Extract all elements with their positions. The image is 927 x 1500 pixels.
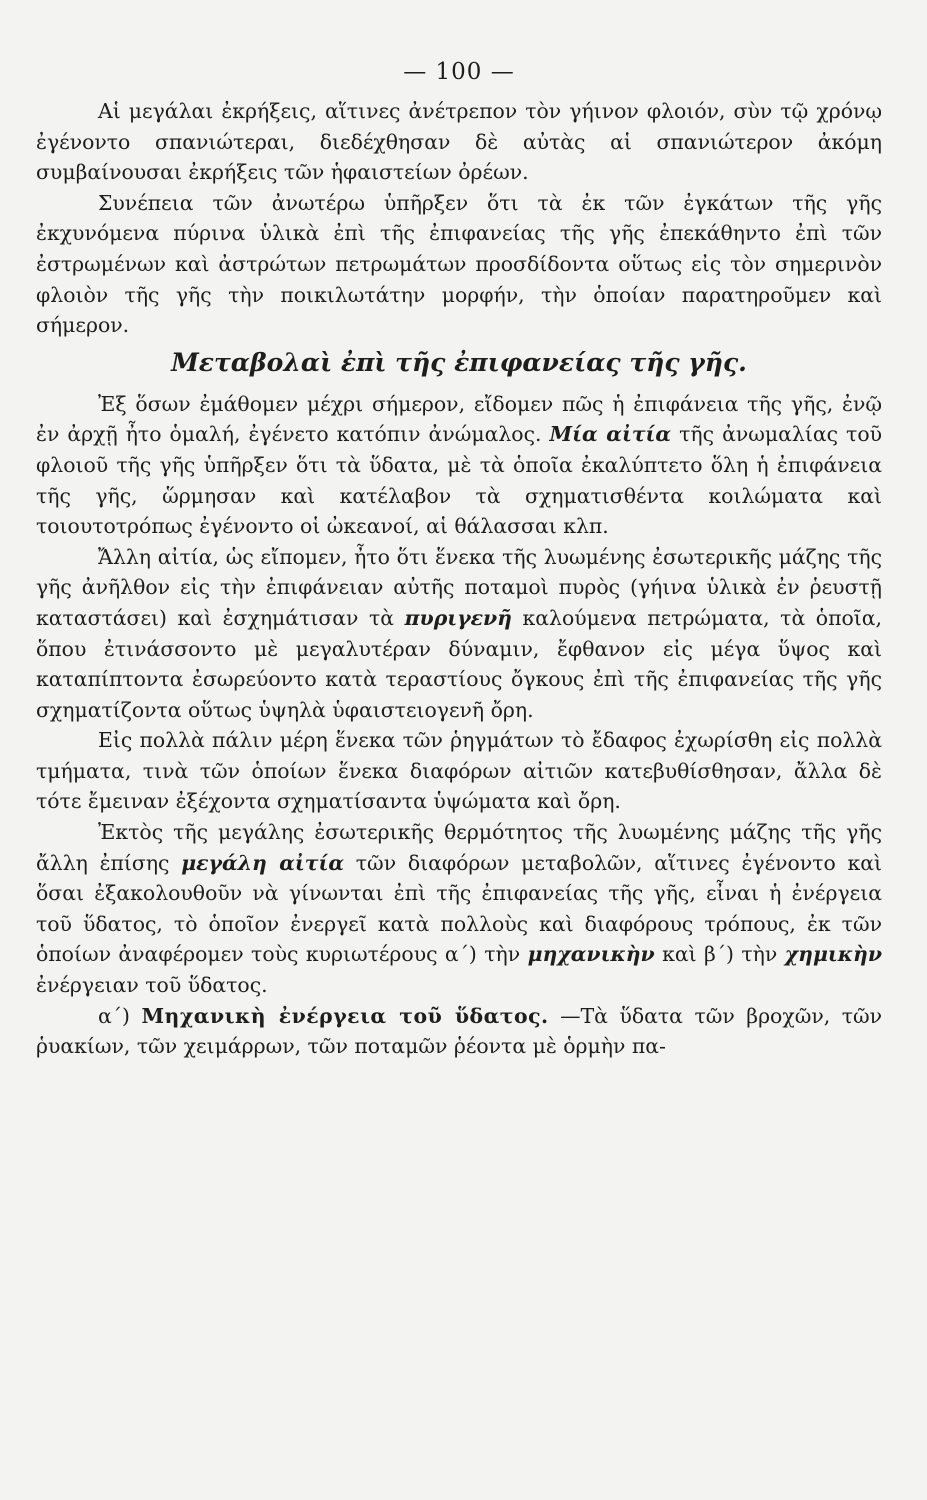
paragraph-fractures <box>36 725 882 817</box>
emphasis-chemical: χημικὴν <box>784 942 883 967</box>
section-heading: Μεταβολαὶ ἐπὶ τῆς ἐπιφανείας τῆς γῆς. <box>171 347 747 377</box>
paragraph-eruptions-text: Αἱ μεγάλαι ἐκρήξεις, αἵτινες ἀνέτρεπον τὸν γήινον φλοιόν, σὺν τῷ χρόνῳ ἐγένοντο σπανιώτεραι, διεδέχθησαν δὲ αὐτὰς αἱ σπανιώτερον ἀκόμη συμβαίνουσαι ἐκρήξεις τῶν ἡφαιστείων ὀρέων. <box>36 99 882 185</box>
emphasis-mechanical: μηχανικὴν <box>527 942 655 967</box>
paragraph-water-action-text-d: ἐνέργειαν τοῦ ὕδατος. <box>36 973 268 998</box>
paragraph-consequence <box>36 188 882 341</box>
subsection-label: α΄) <box>98 1003 130 1028</box>
emphasis-one-cause: Μία αἰτία <box>549 422 672 447</box>
paragraph-first-cause-text-b: τῆς ἀνωμαλίας τοῦ φλοιοῦ τῆς γῆς ὑπῆρξεν ὅτι τὰ ὕδατα, μὲ τὰ ὁποῖα ἐκαλύπτετο ὅλη ἡ ἐπιφάνεια τῆς γῆς, ὥρμησαν καὶ κατέλαβον τὰ σχηματισθέντα κοιλώματα καὶ τοιουτοτρόπως ἐγένοντο οἱ ὠκεανοί, αἱ θάλασσαι κλπ. <box>36 422 882 539</box>
paragraph-second-cause-text-b: καλούμενα πετρώματα, τὰ ὁποῖα, ὅπου ἐτινάσσοντο μὲ μεγαλυτέραν δύναμιν, ἔφθανον εἰς μέγα ὕψος καὶ καταπίπτοντα ἐσωρεύοντο κατὰ τεραστίους ὄγκους ἐπὶ τῆς ἐπιφανείας τῆς γῆς σχηματίζοντα οὕτως ὑψηλὰ ὑφαιστειογενῆ ὄρη. <box>36 605 883 722</box>
paragraph-consequence-text: Συνέπεια τῶν ἀνωτέρω ὑπῆρξεν ὅτι τὰ ἐκ τῶν ἐγκάτων τῆς γῆς ἐκχυνόμενα πύρινα ὑλικὰ ἐπὶ τῆς ἐπιφανείας τῆς γῆς ἐπεκάθηντο ἐπὶ τῶν ἐστρωμένων καὶ ἀστρώτων πετρωμάτων προσδίδοντα οὕτως εἰς τὸν σημερινὸν φλοιὸν τῆς γῆς τὴν ποικιλωτάτην μορφήν, τὴν ὁποίαν παρατηροῦμεν καὶ σήμερον. <box>36 190 882 338</box>
paragraph-mechanical-action <box>36 1001 882 1062</box>
paragraph-fractures-text: Εἰς πολλὰ πάλιν μέρη ἕνεκα τῶν ῥηγμάτων τὸ ἔδαφος ἐχωρίσθη εἰς πολλὰ τμήματα, τινὰ τῶν ὁποίων ἕνεκα διαφόρων αἰτιῶν κατεβυθίσθησαν, ἄλλα δὲ τότε ἔμειναν ἐξέχοντα σχηματίσαντα ὑψώματα καὶ ὄρη. <box>36 728 882 814</box>
paragraph-water-action-text-c: καὶ β΄) τὴν <box>662 942 778 967</box>
paragraph-water-action-text-a: Ἐκτὸς τῆς μεγάλης ἐσωτερικῆς θερμότητος τῆς λυωμένης μάζης τῆς γῆς ἄλλη ἐπίσης <box>36 820 882 875</box>
paragraph-second-cause <box>36 542 882 726</box>
paragraph-water-action <box>36 817 882 1001</box>
paragraph-water-action-text-b: τῶν διαφόρων μεταβολῶν, αἵτινες ἐγένοντο καὶ ὅσαι ἐξακολουθοῦν νὰ γίνωνται ἐπὶ τῆς ἐπιφανείας τῆς γῆς, εἶναι ἡ ἐνέργεια τοῦ ὕδατος, τὸ ὁποῖον ἐνεργεῖ κατὰ πολλοὺς καὶ διαφόρους τρόπους, ἐκ τῶν ὁποίων ἀναφέρομεν τοὺς κυριωτέρους α΄) τὴν <box>36 850 883 967</box>
paragraph-second-cause-text-a: Ἄλλη αἰτία, ὡς εἴπομεν, ἦτο ὅτι ἕνεκα τῆς λυωμένης ἐσωτερικῆς μάζης τῆς γῆς ἀνῆλθον εἰς τὴν ἐπιφάνειαν αὐτῆς ποταμοὶ πυρὸς (γήινα ὑλικὰ ἐν ῥευστῇ καταστάσει) καὶ ἐσχημάτισαν τὰ <box>36 544 882 630</box>
paragraph-mechanical-action-text: —Τὰ ὕδατα τῶν βροχῶν, τῶν ῥυακίων, τῶν χειμάρρων, τῶν ποταμῶν ῥέοντα μὲ ὁρμὴν πα- <box>36 1003 883 1059</box>
paragraph-first-cause-text-a: Ἐξ ὅσων ἐμάθομεν μέχρι σήμερον, εἴδομεν πῶς ἡ ἐπιφάνεια τῆς γῆς, ἐνῷ ἐν ἀρχῇ ἦτο ὁμαλή, ἐγένετο κατόπιν ἀνώμαλος. <box>36 391 882 447</box>
book-page <box>36 52 882 1472</box>
emphasis-igneous: πυριγενῆ <box>404 605 512 630</box>
paragraph-first-cause <box>36 389 882 542</box>
paragraph-eruptions <box>36 96 882 188</box>
subsection-heading: Μηχανικὴ ἐνέργεια τοῦ ὕδατος. <box>141 1003 549 1028</box>
page-number: — 100 — <box>403 59 515 85</box>
emphasis-great-cause: μεγάλη αἰτία <box>181 850 345 875</box>
